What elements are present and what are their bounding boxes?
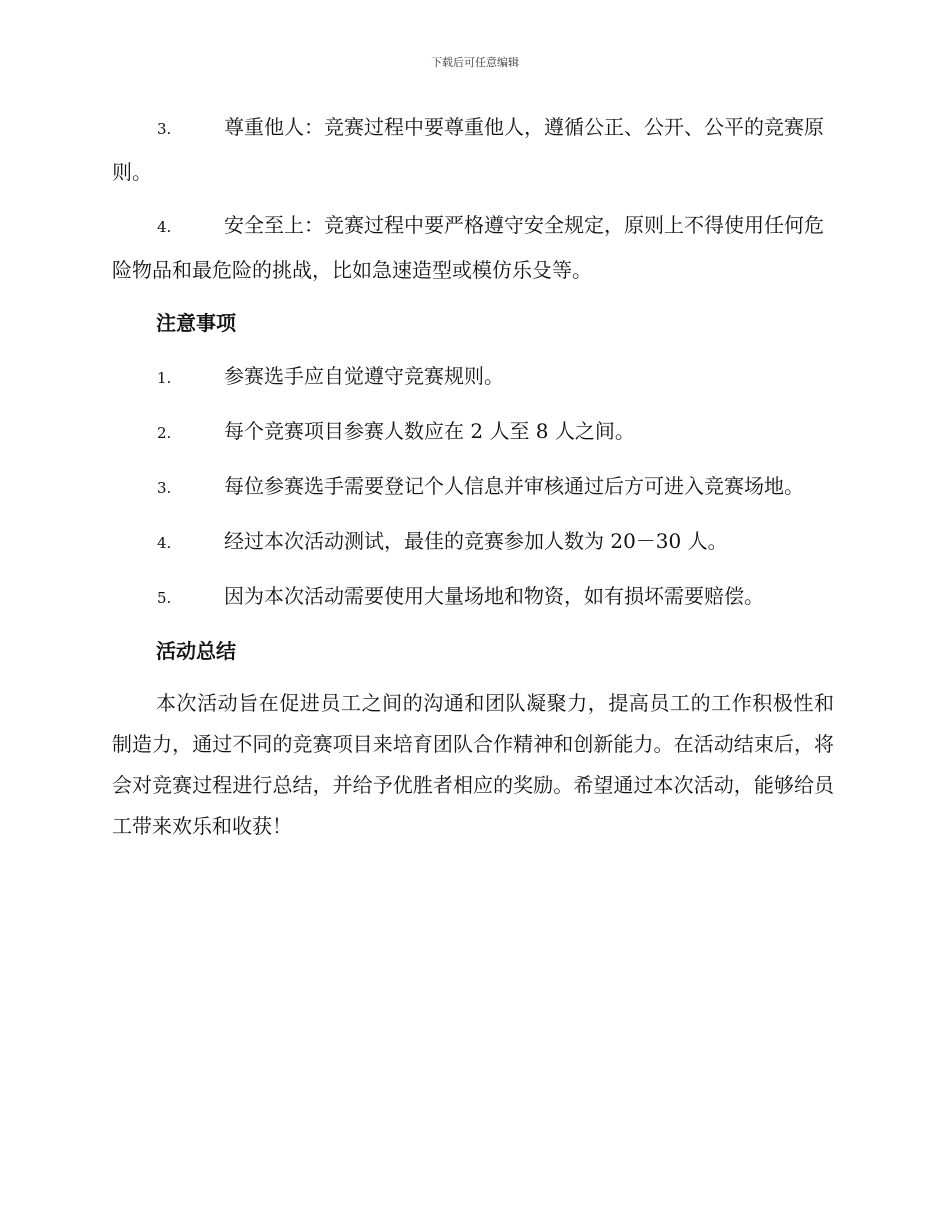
note-number: 1. — [157, 369, 172, 387]
page-header: 下载后可任意编辑 — [431, 56, 519, 69]
note-text: 经过本次活动测试，最佳的竞赛参加人数为 20－30 人。 — [224, 529, 728, 553]
rule-text: 安全至上：竞赛过程中要严格遵守安全规定，原则上不得使用任何危险物品和最危险的挑战，比如急速造型或模仿乐殳等。 — [112, 213, 824, 282]
note-item-1 — [112, 355, 834, 400]
rule-text: 尊重他人：竞赛过程中要尊重他人，遵循公正、公开、公平的竞赛原则。 — [112, 115, 824, 184]
rule-number: 4. — [157, 218, 172, 236]
note-text: 因为本次活动需要使用大量场地和物资，如有损坏需要赔偿。 — [224, 584, 764, 608]
note-number: 2. — [157, 424, 172, 442]
note-text: 每个竞赛项目参赛人数应在 2 人至 8 人之间。 — [224, 419, 635, 443]
note-number: 5. — [157, 589, 172, 607]
summary-paragraph: 本次活动旨在促进员工之间的沟通和团队凝聚力，提高员工的工作积极性和制造力，通过不同的竞赛项目来培育团队合作精神和创新能力。在活动结束后，将会对竞赛过程进行总结，并给予优胜者相应的奖励。希望通过本次活动，能够给员工带来欢乐和收获！ — [112, 691, 834, 838]
note-number: 4. — [157, 534, 172, 552]
note-text: 每位参赛选手需要登记个人信息并审核通过后方可进入竞赛场地。 — [224, 474, 804, 498]
note-text: 参赛选手应自觉遵守竞赛规则。 — [224, 364, 504, 388]
summary-heading: 活动总结 — [156, 639, 236, 663]
document-body — [112, 106, 834, 847]
rule-item-4 — [112, 204, 834, 292]
rule-item-3 — [112, 106, 834, 194]
note-item-5 — [112, 575, 834, 620]
note-item-4 — [112, 520, 834, 565]
rule-number: 3. — [157, 120, 172, 138]
note-number: 3. — [157, 479, 172, 497]
note-item-3 — [112, 465, 834, 510]
notes-heading: 注意事项 — [156, 311, 236, 335]
note-item-2 — [112, 410, 834, 455]
